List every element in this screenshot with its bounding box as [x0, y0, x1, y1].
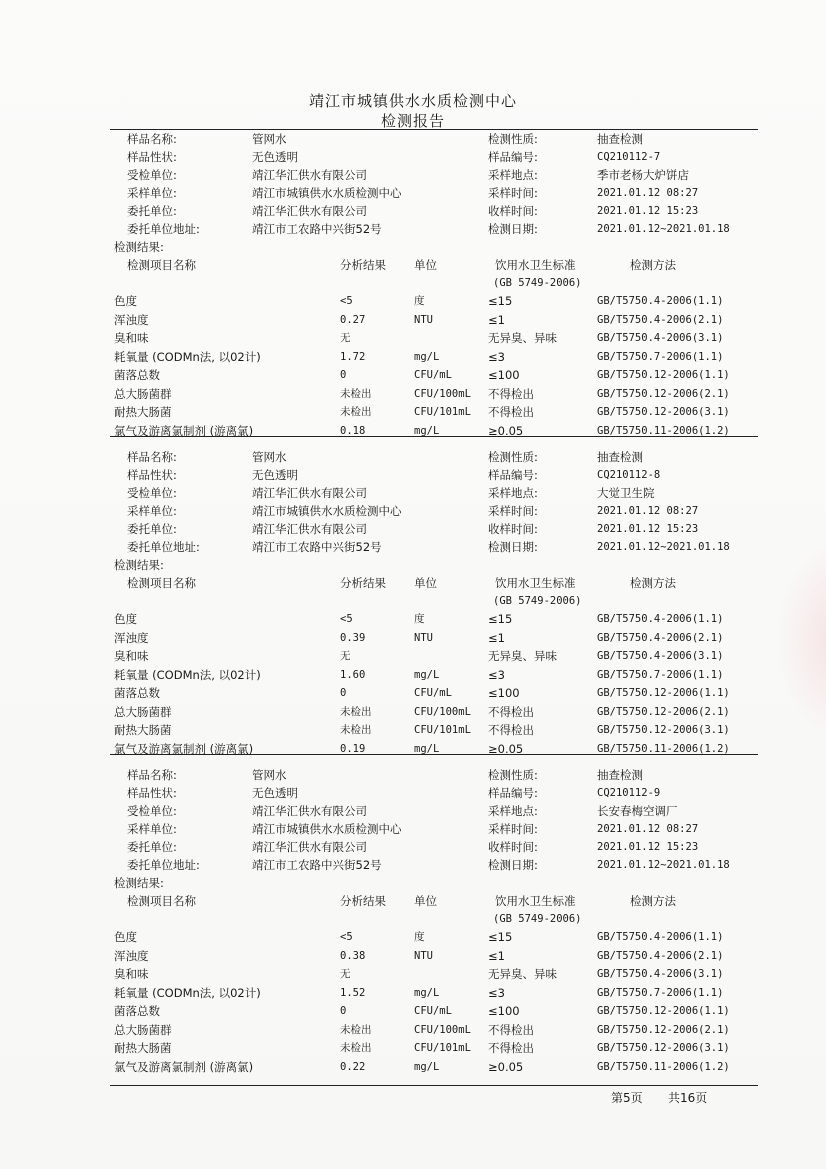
inspected-unit-label: 受检单位:	[127, 168, 177, 182]
result-method: GB/T5750.12-2006(1.1)	[597, 687, 730, 699]
result-standard: 不得检出	[488, 723, 534, 737]
result-value: <5	[340, 295, 353, 307]
result-value: 0.19	[340, 742, 366, 755]
result-unit: NTU	[414, 631, 433, 644]
col-unit-header: 单位	[414, 258, 437, 272]
result-method: GB/T5750.4-2006(1.1)	[597, 931, 724, 943]
result-unit: mg/L	[414, 742, 440, 755]
test-type-value: 抽查检测	[597, 450, 643, 464]
result-value: 无	[340, 332, 351, 344]
result-item: 色度	[114, 930, 137, 944]
result-value: 0	[340, 369, 347, 381]
result-method: GB/T5750.12-2006(1.1)	[597, 1005, 730, 1017]
page-number: 第5页	[611, 1091, 643, 1105]
page-total: 共16页	[668, 1091, 708, 1105]
result-unit: CFU/mL	[414, 687, 452, 699]
sample-state-label: 样品性状:	[127, 150, 177, 164]
result-unit: mg/L	[414, 668, 440, 681]
receive-time-label: 收样时间:	[488, 522, 538, 536]
inspected-unit-label: 受检单位:	[127, 486, 177, 500]
result-unit: CFU/101mL	[414, 406, 471, 418]
bottom-divider	[110, 1085, 758, 1086]
top-divider	[110, 129, 758, 130]
result-standard: ≤3	[488, 985, 505, 1000]
result-unit: mg/L	[414, 424, 440, 437]
result-value: 0.18	[340, 424, 366, 437]
sampling-unit-label: 采样单位:	[127, 504, 177, 518]
col-result-header: 分析结果	[340, 576, 386, 590]
test-type-label: 检测性质:	[488, 450, 538, 464]
sample-time-label: 采样时间:	[488, 186, 538, 200]
result-unit: NTU	[414, 313, 433, 326]
col-std-header: 饮用水卫生标准	[495, 576, 576, 590]
result-method: GB/T5750.7-2006(1.1)	[597, 350, 724, 363]
results-label: 检测结果:	[114, 558, 164, 572]
result-method: GB/T5750.4-2006(2.1)	[597, 949, 724, 962]
result-item: 耗氧量 (CODMn法, 以02计)	[114, 985, 261, 1000]
result-standard: 不得检出	[488, 1041, 534, 1055]
test-type-label: 检测性质:	[488, 132, 538, 146]
result-item: 菌落总数	[114, 1004, 160, 1018]
result-method: GB/T5750.12-2006(3.1)	[597, 406, 730, 418]
result-item: 浑浊度	[114, 948, 149, 963]
client-address-label: 委托单位地址:	[127, 858, 200, 872]
inspected-unit-label: 受检单位:	[127, 804, 177, 818]
client-address-value: 靖江市工农路中兴街52号	[252, 222, 382, 236]
client-address-label: 委托单位地址:	[127, 222, 200, 236]
result-item: 氯气及游离氯制剂 (游离氯)	[114, 741, 254, 756]
sample-time-value: 2021.01.12 08:27	[597, 823, 699, 835]
result-value: 未检出	[340, 724, 372, 736]
result-item: 菌落总数	[114, 686, 160, 700]
result-unit: mg/L	[414, 986, 440, 999]
result-standard: 不得检出	[488, 405, 534, 419]
result-standard: ≤15	[488, 294, 513, 308]
result-item: 臭和味	[114, 967, 149, 981]
sampling-unit-value: 靖江市城镇供水水质检测中心	[252, 822, 402, 836]
sample-site-value: 长安春梅空调厂	[597, 804, 678, 818]
sample-state-value: 无色透明	[252, 150, 298, 164]
result-value: 1.72	[340, 350, 366, 363]
result-standard: 无异臭、异味	[488, 331, 557, 345]
col-std-sub-header: (GB 5749-2006)	[493, 277, 582, 289]
inspected-unit-value: 靖江华汇供水有限公司	[252, 168, 367, 182]
result-item: 总大肠菌群	[114, 1022, 172, 1037]
result-item: 氯气及游离氯制剂 (游离氯)	[114, 1059, 254, 1074]
result-unit: CFU/100mL	[414, 387, 471, 400]
client-address-label: 委托单位地址:	[127, 540, 200, 554]
result-unit: mg/L	[414, 1060, 440, 1073]
sample-no-value: CQ210112-9	[597, 787, 661, 799]
result-value: 0	[340, 687, 347, 699]
sample-name-value: 管网水	[252, 450, 287, 464]
client-unit-value: 靖江华汇供水有限公司	[252, 840, 367, 854]
col-method-header: 检测方法	[630, 576, 676, 590]
result-standard: 不得检出	[488, 386, 534, 401]
test-date-value: 2021.01.12~2021.01.18	[597, 541, 730, 553]
receive-time-value: 2021.01.12 15:23	[597, 523, 699, 535]
sample-state-label: 样品性状:	[127, 786, 177, 800]
client-address-value: 靖江市工农路中兴街52号	[252, 858, 382, 872]
test-date-value: 2021.01.12~2021.01.18	[597, 859, 730, 871]
client-unit-value: 靖江华汇供水有限公司	[252, 522, 367, 536]
result-unit: NTU	[414, 949, 433, 962]
report-title: 检测报告	[380, 112, 445, 130]
org-title: 靖江市城镇供水水质检测中心	[308, 92, 517, 110]
result-value: 无	[340, 968, 351, 980]
sample-site-label: 采样地点:	[488, 486, 538, 500]
result-value: 未检出	[340, 406, 372, 418]
result-value: 未检出	[340, 1042, 372, 1054]
col-unit-header: 单位	[414, 894, 437, 908]
col-result-header: 分析结果	[340, 258, 386, 272]
result-standard: ≤15	[488, 612, 513, 626]
receive-time-value: 2021.01.12 15:23	[597, 841, 699, 853]
result-item: 臭和味	[114, 331, 149, 345]
result-standard: ≥0.05	[488, 423, 524, 438]
client-unit-label: 委托单位:	[127, 522, 177, 536]
result-method: GB/T5750.12-2006(1.1)	[597, 369, 730, 381]
result-standard: ≤3	[488, 349, 505, 364]
sample-section	[0, 131, 826, 438]
col-item-header: 检测项目名称	[127, 894, 196, 908]
result-standard: ≤1	[488, 630, 505, 645]
receive-time-label: 收样时间:	[488, 204, 538, 218]
col-result-header: 分析结果	[340, 894, 386, 908]
result-unit: CFU/101mL	[414, 1042, 471, 1054]
result-method: GB/T5750.11-2006(1.2)	[597, 424, 730, 437]
col-item-header: 检测项目名称	[127, 576, 196, 590]
sample-name-value: 管网水	[252, 132, 287, 146]
client-unit-label: 委托单位:	[127, 204, 177, 218]
result-item: 浑浊度	[114, 312, 149, 327]
result-item: 总大肠菌群	[114, 704, 172, 719]
sample-site-label: 采样地点:	[488, 168, 538, 182]
result-method: GB/T5750.11-2006(1.2)	[597, 1060, 730, 1073]
result-method: GB/T5750.4-2006(2.1)	[597, 631, 724, 644]
sampling-unit-label: 采样单位:	[127, 822, 177, 836]
test-type-value: 抽查检测	[597, 132, 643, 146]
result-item: 耐热大肠菌	[114, 405, 172, 419]
sample-state-value: 无色透明	[252, 786, 298, 800]
col-method-header: 检测方法	[630, 894, 676, 908]
result-value: 1.60	[340, 668, 366, 681]
result-value: 0.39	[340, 631, 366, 644]
result-unit: CFU/mL	[414, 369, 452, 381]
result-item: 总大肠菌群	[114, 386, 172, 401]
result-value: 1.52	[340, 986, 366, 999]
sample-time-label: 采样时间:	[488, 822, 538, 836]
result-standard: ≤3	[488, 667, 505, 682]
sample-site-value: 大觉卫生院	[597, 486, 655, 500]
results-label: 检测结果:	[114, 876, 164, 890]
result-value: 无	[340, 650, 351, 662]
result-standard: ≤1	[488, 312, 505, 327]
client-unit-value: 靖江华汇供水有限公司	[252, 204, 367, 218]
sample-name-label: 样品名称:	[127, 450, 177, 464]
sample-time-value: 2021.01.12 08:27	[597, 187, 699, 199]
result-item: 色度	[114, 294, 137, 308]
result-method: GB/T5750.12-2006(2.1)	[597, 705, 730, 718]
result-standard: 不得检出	[488, 704, 534, 719]
result-unit: CFU/mL	[414, 1005, 452, 1017]
test-date-label: 检测日期:	[488, 222, 538, 236]
result-item: 耐热大肠菌	[114, 723, 172, 737]
result-item: 耗氧量 (CODMn法, 以02计)	[114, 349, 261, 364]
test-date-label: 检测日期:	[488, 540, 538, 554]
result-item: 色度	[114, 612, 137, 626]
result-standard: ≤15	[488, 930, 513, 944]
test-date-label: 检测日期:	[488, 858, 538, 872]
sample-state-value: 无色透明	[252, 468, 298, 482]
sample-section	[0, 767, 826, 1074]
col-item-header: 检测项目名称	[127, 258, 196, 272]
result-method: GB/T5750.12-2006(3.1)	[597, 724, 730, 736]
test-type-label: 检测性质:	[488, 768, 538, 782]
result-method: GB/T5750.11-2006(1.2)	[597, 742, 730, 755]
sampling-unit-value: 靖江市城镇供水水质检测中心	[252, 504, 402, 518]
sample-time-value: 2021.01.12 08:27	[597, 505, 699, 517]
result-value: <5	[340, 931, 353, 943]
col-method-header: 检测方法	[630, 258, 676, 272]
result-method: GB/T5750.4-2006(3.1)	[597, 650, 724, 662]
sample-state-label: 样品性状:	[127, 468, 177, 482]
test-date-value: 2021.01.12~2021.01.18	[597, 223, 730, 235]
result-item: 菌落总数	[114, 368, 160, 382]
result-value: 未检出	[340, 387, 372, 400]
results-label: 检测结果:	[114, 240, 164, 254]
sample-name-value: 管网水	[252, 768, 287, 782]
sample-site-value: 季市老杨大炉饼店	[597, 168, 689, 182]
result-item: 耗氧量 (CODMn法, 以02计)	[114, 667, 261, 682]
result-unit: 度	[414, 613, 425, 625]
result-standard: 无异臭、异味	[488, 967, 557, 981]
sample-site-label: 采样地点:	[488, 804, 538, 818]
result-method: GB/T5750.4-2006(2.1)	[597, 313, 724, 326]
result-method: GB/T5750.12-2006(2.1)	[597, 1023, 730, 1036]
result-value: 0.22	[340, 1060, 366, 1073]
sample-name-label: 样品名称:	[127, 768, 177, 782]
result-item: 臭和味	[114, 649, 149, 663]
sampling-unit-label: 采样单位:	[127, 186, 177, 200]
result-standard: ≤1	[488, 948, 505, 963]
receive-time-value: 2021.01.12 15:23	[597, 205, 699, 217]
sample-section	[0, 449, 826, 756]
result-method: GB/T5750.4-2006(3.1)	[597, 332, 724, 344]
sample-no-label: 样品编号:	[488, 786, 538, 800]
col-unit-header: 单位	[414, 576, 437, 590]
result-unit: CFU/100mL	[414, 705, 471, 718]
result-unit: CFU/100mL	[414, 1023, 471, 1036]
inspected-unit-value: 靖江华汇供水有限公司	[252, 804, 367, 818]
result-method: GB/T5750.4-2006(1.1)	[597, 613, 724, 625]
col-std-sub-header: (GB 5749-2006)	[493, 595, 582, 607]
client-address-value: 靖江市工农路中兴街52号	[252, 540, 382, 554]
col-std-sub-header: (GB 5749-2006)	[493, 913, 582, 925]
result-value: 未检出	[340, 705, 372, 718]
client-unit-label: 委托单位:	[127, 840, 177, 854]
result-method: GB/T5750.7-2006(1.1)	[597, 668, 724, 681]
result-value: <5	[340, 613, 353, 625]
inspected-unit-value: 靖江华汇供水有限公司	[252, 486, 367, 500]
result-value: 0.38	[340, 949, 366, 962]
result-item: 耐热大肠菌	[114, 1041, 172, 1055]
result-standard: ≤100	[488, 1004, 520, 1018]
result-unit: 度	[414, 931, 425, 943]
result-method: GB/T5750.4-2006(3.1)	[597, 968, 724, 980]
result-unit: mg/L	[414, 350, 440, 363]
result-standard: ≥0.05	[488, 1059, 524, 1074]
result-standard: ≥0.05	[488, 741, 524, 756]
result-item: 氯气及游离氯制剂 (游离氯)	[114, 423, 254, 438]
result-method: GB/T5750.4-2006(1.1)	[597, 295, 724, 307]
result-unit: 度	[414, 295, 425, 307]
result-value: 0	[340, 1005, 347, 1017]
result-item: 浑浊度	[114, 630, 149, 645]
receive-time-label: 收样时间:	[488, 840, 538, 854]
col-std-header: 饮用水卫生标准	[495, 894, 576, 908]
sample-no-value: CQ210112-8	[597, 469, 661, 481]
sample-time-label: 采样时间:	[488, 504, 538, 518]
sample-no-label: 样品编号:	[488, 150, 538, 164]
result-method: GB/T5750.12-2006(2.1)	[597, 387, 730, 400]
sampling-unit-value: 靖江市城镇供水水质检测中心	[252, 186, 402, 200]
col-std-header: 饮用水卫生标准	[495, 258, 576, 272]
result-value: 0.27	[340, 313, 366, 326]
test-type-value: 抽查检测	[597, 768, 643, 782]
result-method: GB/T5750.12-2006(3.1)	[597, 1042, 730, 1054]
result-unit: CFU/101mL	[414, 724, 471, 736]
result-standard: ≤100	[488, 368, 520, 382]
result-standard: ≤100	[488, 686, 520, 700]
result-standard: 不得检出	[488, 1022, 534, 1037]
sample-no-label: 样品编号:	[488, 468, 538, 482]
result-method: GB/T5750.7-2006(1.1)	[597, 986, 724, 999]
sample-name-label: 样品名称:	[127, 132, 177, 146]
result-value: 未检出	[340, 1023, 372, 1036]
result-standard: 无异臭、异味	[488, 649, 557, 663]
sample-no-value: CQ210112-7	[597, 151, 661, 163]
